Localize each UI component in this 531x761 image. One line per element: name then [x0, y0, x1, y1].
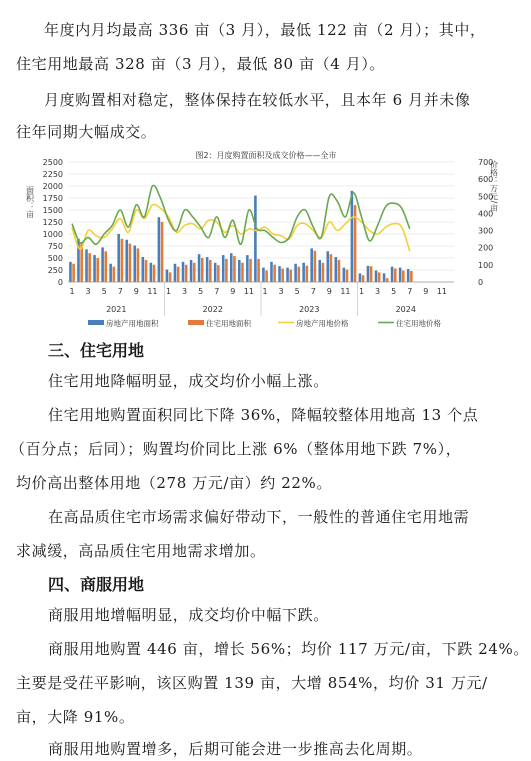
residential-area-bar — [306, 266, 309, 282]
residential-area-bar — [330, 254, 333, 282]
month-tick-label: 3 — [278, 287, 284, 296]
left-tick-label: 1750 — [42, 194, 63, 203]
residential-area-bar — [265, 270, 268, 282]
left-tick-label: 2250 — [42, 170, 63, 179]
left-tick-label: 500 — [47, 254, 63, 263]
total-area-bar — [166, 270, 169, 282]
total-area-bar — [125, 240, 128, 282]
residential-area-bar — [338, 260, 341, 282]
month-tick-label: 11 — [243, 287, 255, 296]
total-area-bar — [351, 191, 354, 282]
legend-label: 住宅用地价格 — [396, 319, 441, 328]
month-tick-label: 7 — [310, 287, 316, 296]
total-area-bar — [310, 248, 313, 282]
total-area-bar — [375, 270, 378, 282]
residential-area-bar — [322, 263, 325, 282]
left-tick-label: 2000 — [42, 182, 63, 191]
month-tick-label: 7 — [407, 287, 413, 296]
left-tick-label: 750 — [47, 242, 63, 251]
right-tick-label: 200 — [478, 243, 494, 253]
total-area-bar — [278, 266, 281, 282]
total-area-bar — [174, 264, 177, 282]
right-tick-label: 500 — [478, 192, 494, 202]
month-tick-label: 7 — [117, 287, 123, 296]
residential-area-bar — [362, 275, 365, 282]
residential-area-bar — [249, 259, 252, 282]
year-label: 2023 — [299, 305, 320, 314]
residential-area-bar — [153, 265, 156, 282]
month-tick-label: 1 — [262, 287, 268, 296]
month-tick-label: 7 — [214, 287, 220, 296]
residential-area-bar — [185, 265, 188, 282]
total-area-bar — [190, 260, 193, 282]
total-area-bar — [262, 268, 265, 282]
total-area-bar — [206, 257, 209, 282]
month-tick-label: 9 — [133, 287, 139, 296]
residential-area-bar — [193, 263, 196, 282]
chart-ylabel-right: 价格：万元/亩 — [489, 160, 499, 212]
residential-area-bar — [233, 256, 236, 282]
residential-area-bar — [225, 259, 228, 282]
residential-area-bar — [96, 258, 99, 282]
total-area-bar — [391, 267, 394, 282]
residential-area-bar — [113, 267, 116, 282]
section-4-line2: 商服用地购置 446 亩，增长 56%；均价 117 万元/亩，下跌 24%。 — [48, 640, 530, 658]
total-area-bar — [302, 263, 305, 282]
total-area-bar — [198, 254, 201, 282]
year-label: 2021 — [106, 305, 127, 314]
right-tick-label: 600 — [478, 175, 494, 185]
residential-area-bar — [201, 258, 204, 282]
residential-area-bar — [72, 264, 75, 282]
residential-area-bar — [104, 251, 107, 282]
para1-line2: 住宅用地最高 328 亩（3 月），最低 80 亩（4 月）。 — [16, 55, 386, 73]
total-area-bar — [335, 257, 338, 282]
total-area-bar — [399, 268, 402, 282]
legend-swatch — [88, 320, 104, 325]
residential-area-bar — [297, 267, 300, 282]
chart-bars — [69, 191, 412, 282]
chart-title: 图2：月度购置面积及成交价格——全市 — [195, 151, 337, 160]
right-tick-label: 700 — [478, 158, 494, 167]
total-area-bar — [182, 262, 185, 282]
residential-area-bar — [145, 260, 148, 282]
total-area-bar — [158, 217, 161, 282]
section-3-line1: 住宅用地降幅明显，成交均价小幅上涨。 — [48, 372, 329, 390]
residential-area-bar — [209, 260, 212, 282]
residential-area-bar — [88, 253, 91, 282]
area-price-chart — [18, 146, 514, 332]
total-area-bar — [117, 234, 120, 282]
month-tick-label: 11 — [436, 287, 448, 296]
section-3-line5: 在高品质住宅市场需求偏好带动下，一般性的普通住宅用地需 — [48, 508, 470, 526]
residential-area-bar — [314, 251, 317, 282]
total-area-bar — [109, 264, 112, 282]
residential-area-bar — [289, 270, 292, 282]
section-4-line4: 亩，大降 91%。 — [16, 708, 135, 726]
para2-line1: 月度购置相对稳定，整体保持在较低水平，且本年 6 月并未像 — [44, 91, 471, 109]
total-area-bar — [142, 257, 145, 282]
section-3-line4: 均价高出整体用地（278 万元/亩）约 22%。 — [16, 474, 332, 492]
residential-price-line — [72, 185, 410, 244]
residential-area-bar — [386, 278, 389, 282]
residential-area-bar — [161, 222, 164, 282]
total-area-bar — [230, 253, 233, 282]
residential-area-bar — [129, 244, 132, 282]
residential-area-bar — [121, 239, 124, 282]
month-tick-label: 11 — [340, 287, 351, 296]
residential-area-bar — [217, 265, 220, 282]
total-area-bar — [238, 260, 241, 282]
month-tick-label: 3 — [85, 287, 91, 296]
total-area-bar — [69, 262, 72, 282]
legend-label: 住宅用地面积 — [206, 319, 251, 328]
left-tick-label: 0 — [57, 278, 63, 287]
total-area-bar — [318, 260, 321, 282]
month-tick-label: 9 — [423, 287, 429, 296]
residential-area-bar — [241, 263, 244, 282]
legend-swatch — [188, 320, 204, 325]
total-area-bar — [214, 263, 217, 282]
section-3-heading: 三、住宅用地 — [48, 341, 145, 360]
total-area-bar — [359, 273, 362, 282]
right-tick-label: 400 — [478, 209, 494, 219]
right-tick-label: 300 — [478, 226, 494, 236]
total-area-bar — [326, 251, 329, 282]
month-tick-label: 1 — [69, 287, 75, 296]
section-4-line3: 主要是受茌平影响，该区购置 139 亩，大增 854%，均价 31 万元/ — [16, 674, 488, 692]
total-area-bar — [294, 264, 297, 282]
section-4-heading: 四、商服用地 — [48, 575, 145, 594]
month-tick-label: 5 — [391, 287, 397, 296]
residential-area-bar — [257, 259, 260, 282]
residential-area-bar — [370, 266, 373, 282]
para1-line1: 年度内月均最高 336 亩（3 月），最低 122 亩（2 月）；其中， — [44, 21, 486, 39]
residential-area-bar — [346, 270, 349, 282]
right-tick-label: 100 — [478, 260, 494, 270]
total-area-bar — [222, 255, 225, 282]
residential-area-bar — [281, 269, 284, 282]
section-3-line6: 求减缓，高品质住宅用地需求增加。 — [16, 542, 266, 560]
total-area-bar — [85, 249, 88, 282]
residential-area-bar — [410, 271, 413, 282]
month-tick-label: 11 — [147, 287, 158, 296]
total-area-bar — [270, 262, 273, 282]
chart-axes — [43, 158, 494, 316]
total-area-bar — [101, 247, 104, 282]
month-tick-label: 3 — [375, 287, 381, 296]
total-area-bar — [133, 246, 136, 282]
month-tick-label: 5 — [101, 287, 107, 296]
total-area-bar — [367, 266, 370, 282]
month-tick-label: 9 — [326, 287, 332, 296]
section-3-line3: （百分点；后同）；购置均价同比上涨 6%（整体用地下跌 7%）， — [10, 440, 462, 458]
legend-label: 房地产用地价格 — [296, 319, 349, 328]
month-tick-label: 1 — [165, 287, 172, 296]
total-area-bar — [246, 255, 249, 282]
month-tick-label: 3 — [182, 287, 188, 296]
residential-area-bar — [169, 272, 172, 282]
para2-line2: 往年同期大幅成交。 — [16, 123, 157, 141]
chart-legend — [88, 318, 441, 328]
residential-area-bar — [378, 272, 381, 282]
left-tick-label: 1000 — [42, 230, 63, 239]
month-tick-label: 5 — [198, 287, 204, 296]
section-4-line1: 商服用地增幅明显，成交均价中幅下跌。 — [48, 606, 329, 624]
left-tick-label: 2500 — [42, 158, 63, 167]
total-area-bar — [407, 269, 410, 282]
month-tick-label: 5 — [294, 287, 300, 296]
total-area-bar — [286, 268, 289, 282]
total-area-bar — [383, 273, 386, 282]
left-tick-label: 1250 — [42, 218, 63, 227]
total-area-bar — [93, 255, 96, 282]
total-area-bar — [150, 263, 153, 282]
year-label: 2024 — [395, 305, 416, 314]
right-tick-label: 0 — [478, 278, 484, 287]
residential-area-bar — [402, 270, 405, 282]
total-area-bar — [254, 196, 257, 282]
month-tick-label: 9 — [230, 287, 236, 296]
left-tick-label: 250 — [47, 266, 63, 275]
year-label: 2022 — [202, 305, 223, 314]
total-area-bar — [343, 268, 346, 282]
legend-label: 房地产用地面积 — [106, 319, 159, 328]
residential-area-bar — [137, 248, 140, 282]
residential-area-bar — [273, 265, 276, 282]
chart-ylabel-left: 面积：亩 — [25, 186, 35, 218]
section-4-line5: 商服用地购置增多，后期可能会进一步推高去化周期。 — [48, 740, 423, 758]
section-3-line2: 住宅用地购置面积同比下降 36%，降幅较整体用地高 13 个点 — [48, 406, 479, 424]
left-tick-label: 1500 — [42, 206, 63, 215]
residential-area-bar — [177, 267, 180, 282]
residential-area-bar — [394, 269, 397, 282]
month-tick-label: 1 — [358, 287, 365, 296]
